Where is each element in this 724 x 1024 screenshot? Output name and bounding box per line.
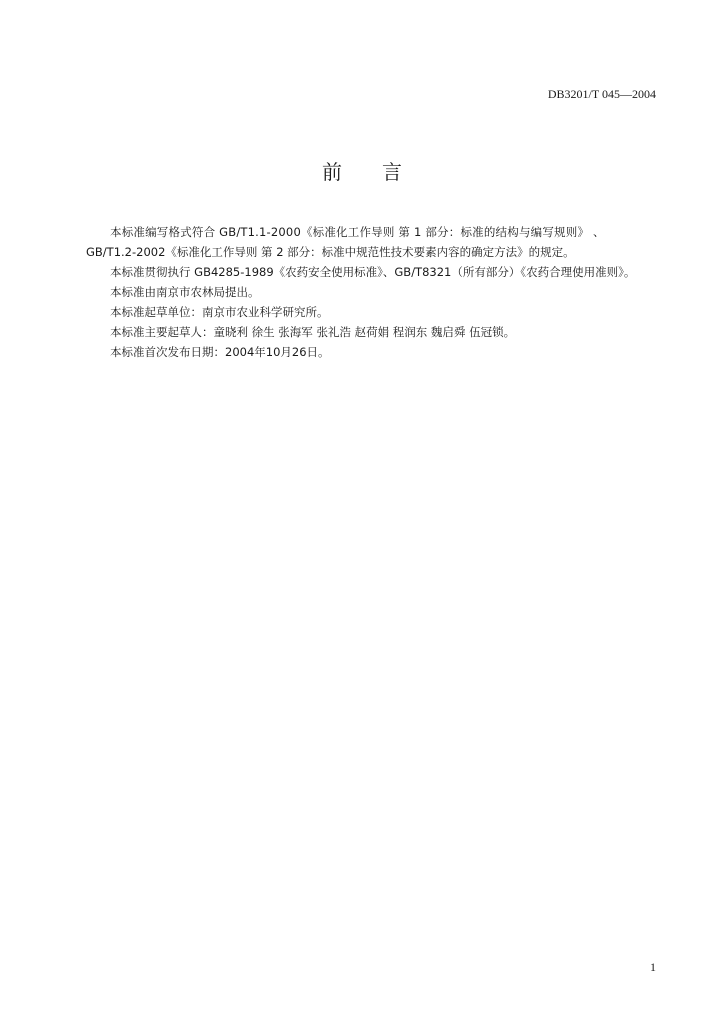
paragraph-format-line-2: GB/T1.2-2002《标准化工作导则 第 2 部分：标准中规范性技术要素内容的确定方法》的规定。	[86, 245, 575, 259]
page-number: 1	[650, 960, 656, 974]
paragraph-format	[88, 222, 668, 262]
foreword-body	[88, 222, 668, 362]
page-title	[0, 156, 724, 185]
paragraph-format-line-1: 本标准编写格式符合 GB/T1.1-2000《标准化工作导则 第 1 部分：标准的结构与编写规则》 、	[110, 225, 605, 239]
standard-code: DB3201/T 045—2004	[547, 87, 656, 101]
paragraph-compliance: 本标准贯彻执行 GB4285-1989《农药安全使用标准》、GB/T8321（所有部分）《农药合理使用准则》。	[110, 265, 636, 279]
paragraph-drafters: 本标准主要起草人：童晓利 徐生 张海军 张礼浩 赵荷娟 程润东 魏启舜 伍冠锁。	[110, 325, 516, 339]
paragraph-release-date: 本标准首次发布日期：2004年10月26日。	[110, 345, 330, 359]
paragraph-drafting-unit: 本标准起草单位：南京市农业科学研究所。	[110, 305, 329, 319]
paragraph-proposer: 本标准由南京市农林局提出。	[110, 285, 260, 299]
title-char-2: 言	[382, 160, 402, 184]
title-char-1: 前	[322, 160, 342, 184]
